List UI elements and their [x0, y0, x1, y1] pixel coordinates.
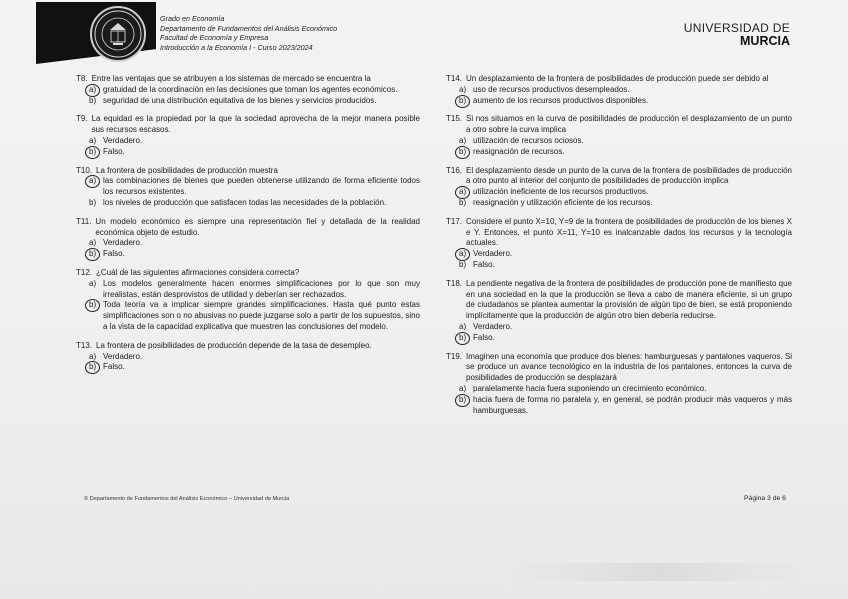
question-number: T16. — [446, 165, 463, 175]
question — [446, 166, 792, 209]
option-letter-circled: b) — [89, 249, 103, 260]
question — [446, 114, 792, 157]
option-letter-circled: b) — [459, 147, 473, 158]
question — [76, 74, 420, 106]
question-text: Considere el punto X=10, Y=9 de la frontera de posibilidades de producción de los bienes X e Y. Entonces, el punto X=11, Y=10 es inalcanzable dados los recursos y la tecnología actuales. — [466, 216, 792, 248]
option-letter-circled: a) — [89, 176, 103, 198]
option-letter: a) — [89, 351, 97, 361]
answer-option — [459, 198, 792, 209]
question — [446, 217, 792, 271]
question — [76, 166, 420, 209]
answer-option — [459, 147, 792, 158]
footer-page-number: Página 3 de 6 — [744, 495, 786, 502]
answer-option — [459, 384, 792, 395]
option-letter: a) — [89, 278, 97, 288]
question — [76, 217, 420, 260]
question-number: T14. — [446, 74, 463, 83]
answer-option — [89, 176, 420, 198]
option-text: las combinaciones de bienes que pueden obtenerse utilizando de forma eficiente todos los recursos existentes. — [103, 176, 420, 197]
answer-option — [89, 136, 420, 147]
question-statement — [76, 341, 420, 352]
question-number: T9. — [76, 114, 88, 124]
question-text: Imaginen una economía que produce dos bienes: hamburguesas y pantalones vaqueros. Si se produce un avance tecnológico en la industria de los pantalones, entonces la curva de posibilidades de producción se desplazará — [466, 351, 792, 383]
question-statement — [76, 217, 420, 239]
option-letter: b) — [89, 197, 97, 207]
faculty-name: Facultad de Economía y Empresa — [160, 33, 269, 43]
question — [76, 341, 420, 373]
answer-option — [459, 85, 792, 96]
answer-option — [89, 238, 420, 249]
question — [446, 74, 792, 106]
option-text: Falso. — [473, 332, 495, 342]
question-statement — [446, 74, 792, 85]
answer-option — [89, 362, 420, 373]
question-statement — [446, 279, 792, 322]
question-number: T19. — [446, 351, 463, 361]
question-statement — [76, 268, 420, 279]
question-text: La frontera de posibilidades de producción depende de la tasa de desempleo. — [96, 340, 372, 350]
question-number: T10. — [76, 165, 93, 175]
option-text: Verdadero. — [103, 351, 143, 361]
option-letter-circled: a) — [89, 85, 103, 96]
question-number: T8. — [76, 74, 88, 83]
option-text: Verdadero. — [473, 321, 513, 331]
answer-option — [89, 300, 420, 332]
option-text: seguridad de una distribución equitativa de los bienes y servicios producidos. — [103, 95, 377, 105]
course-name: Introducción a la Economía I - Curso 2023/2024 — [160, 42, 313, 52]
option-letter: a) — [459, 321, 467, 331]
option-text: Verdadero. — [103, 238, 143, 248]
question-text: La equidad es la propiedad por la que la sociedad aprovecha de la mejor manera posible sus recursos escasos. — [91, 114, 420, 135]
option-letter: b) — [459, 197, 467, 207]
option-text: los niveles de producción que satisfacen todas las necesidades de la población. — [103, 197, 387, 207]
option-letter: b) — [459, 259, 467, 269]
question-number: T17. — [446, 216, 463, 226]
university-line2: MURCIA — [740, 34, 790, 48]
answer-option — [459, 187, 792, 198]
question-statement — [446, 217, 792, 249]
question-statement — [446, 114, 792, 136]
option-text: gratuidad de la coordinación en las decisiones que toman los agentes económicos. — [103, 84, 398, 94]
option-letter: a) — [89, 135, 97, 145]
right-column — [446, 74, 792, 424]
option-text: Toda teoría va a implicar siempre grandes simplificaciones. Hasta qué punto estas simplificaciones son o no abusivas no puede juzgarse solo a partir de los supuestos, sino a la vista de la capacidad explicativa que muestren las conclusiones del modelo. — [103, 300, 420, 331]
option-letter-circled: b) — [459, 395, 473, 417]
question-number: T13. — [76, 340, 93, 350]
answer-option — [89, 96, 420, 107]
question-text: El desplazamiento desde un punto de la curva de la frontera de posibilidades de producción a otro punto al interior del conjunto de posibilidades de producción implica — [466, 165, 792, 186]
question — [76, 114, 420, 157]
question-statement — [446, 166, 792, 188]
question-statement — [446, 352, 792, 384]
question-statement — [76, 74, 420, 85]
option-text: utilización ineficiente de los recursos productivos. — [473, 187, 649, 197]
question-text: La frontera de posibilidades de producción muestra — [96, 165, 278, 175]
option-letter-circled: b) — [89, 147, 103, 158]
question-text: Un desplazamiento de la frontera de posibilidades de producción puede ser debido al — [466, 74, 769, 83]
question-text: ¿Cuál de las siguientes afirmaciones considera correcta? — [96, 267, 300, 277]
answer-option — [89, 249, 420, 260]
option-text: reasignación de recursos. — [473, 146, 565, 156]
question-text: Un modelo económico es siempre una representación fiel y detallada de la realidad económica objeto de estudio. — [95, 216, 420, 237]
option-text: Falso. — [103, 249, 125, 259]
option-text: Falso. — [103, 146, 125, 156]
bleed-through-shadow — [508, 563, 808, 581]
option-letter: a) — [89, 238, 97, 248]
question-statement — [76, 166, 420, 177]
left-column — [76, 74, 420, 381]
university-line1: UNIVERSIDAD DE — [683, 21, 790, 35]
question-text: La pendiente negativa de la frontera de posibilidades de producción pone de manifiesto que en una sociedad en la que la producción se lleva a cabo de manera eficiente, si un grupo de ciudadanos se plantea aumentar la provisión de algún tipo de bien, se está proponiendo implícitamente que la producción de algún otro bien debería reducirse. — [466, 278, 792, 321]
answer-option — [459, 249, 792, 260]
option-letter-circled: b) — [459, 96, 473, 107]
question — [446, 279, 792, 344]
answer-option — [459, 395, 792, 417]
footer-copyright: © Departamento de Fundamentos del Análisis Económico – Universidad de Murcia — [84, 496, 290, 502]
question-number: T11. — [76, 216, 92, 226]
answer-option — [459, 333, 792, 344]
question-text: Si nos situamos en la curva de posibilidades de producción el desplazamiento de un punto a otro sobre la curva implica — [466, 114, 792, 135]
option-text: reasignación y utilización eficiente de los recursos. — [473, 197, 653, 207]
option-text: utilización de recursos ociosos. — [473, 135, 584, 145]
option-letter-circled: a) — [459, 187, 473, 198]
option-letter: b) — [89, 95, 97, 105]
degree-name: Grado en Economía — [160, 14, 225, 23]
answer-option — [89, 279, 420, 301]
option-letter-circled: b) — [89, 300, 103, 332]
option-text: paralelamente hacia fuera suponiendo un crecimiento económico. — [473, 383, 707, 393]
answer-option — [89, 85, 420, 96]
option-text: uso de recursos productivos desempleados. — [473, 84, 630, 94]
option-letter: a) — [459, 84, 467, 94]
option-text: aumento de los recursos productivos disponibles. — [473, 95, 649, 105]
option-letter-circled: b) — [89, 362, 103, 373]
option-letter-circled: a) — [459, 249, 473, 260]
question-number: T12. — [76, 267, 93, 277]
option-text: Los modelos generalmente hacen enormes simplificaciones por lo que son muy irrealistas, están desprovistos de utilidad y deberían ser rechazados. — [103, 278, 420, 299]
question — [76, 268, 420, 333]
answer-option — [89, 352, 420, 363]
answer-option — [459, 136, 792, 147]
university-logo — [680, 22, 790, 48]
option-text: Falso. — [103, 362, 125, 372]
option-text: Falso. — [473, 259, 495, 269]
answer-option — [89, 198, 420, 209]
answer-option — [459, 96, 792, 107]
question — [446, 352, 792, 417]
university-seal-icon — [90, 6, 146, 62]
department-name: Departamento de Fundamentos del Análisis Económico — [160, 23, 338, 33]
question-statement — [76, 114, 420, 136]
option-letter-circled: b) — [459, 333, 473, 344]
option-text: Verdadero. — [473, 249, 513, 259]
option-text: hacia fuera de forma no paralela y, en general, se podrán producir más vaqueros y más hamburguesas. — [473, 394, 792, 415]
question-number: T15. — [446, 114, 463, 124]
question-text: Entre las ventajas que se atribuyen a los sistemas de mercado se encuentra la — [91, 74, 371, 83]
answer-option — [459, 260, 792, 271]
option-letter: a) — [459, 135, 467, 145]
option-text: Verdadero. — [103, 135, 143, 145]
header-info — [160, 14, 337, 52]
answer-option — [459, 322, 792, 333]
answer-option — [89, 147, 420, 158]
question-number: T18. — [446, 278, 463, 288]
option-letter: a) — [459, 383, 467, 393]
